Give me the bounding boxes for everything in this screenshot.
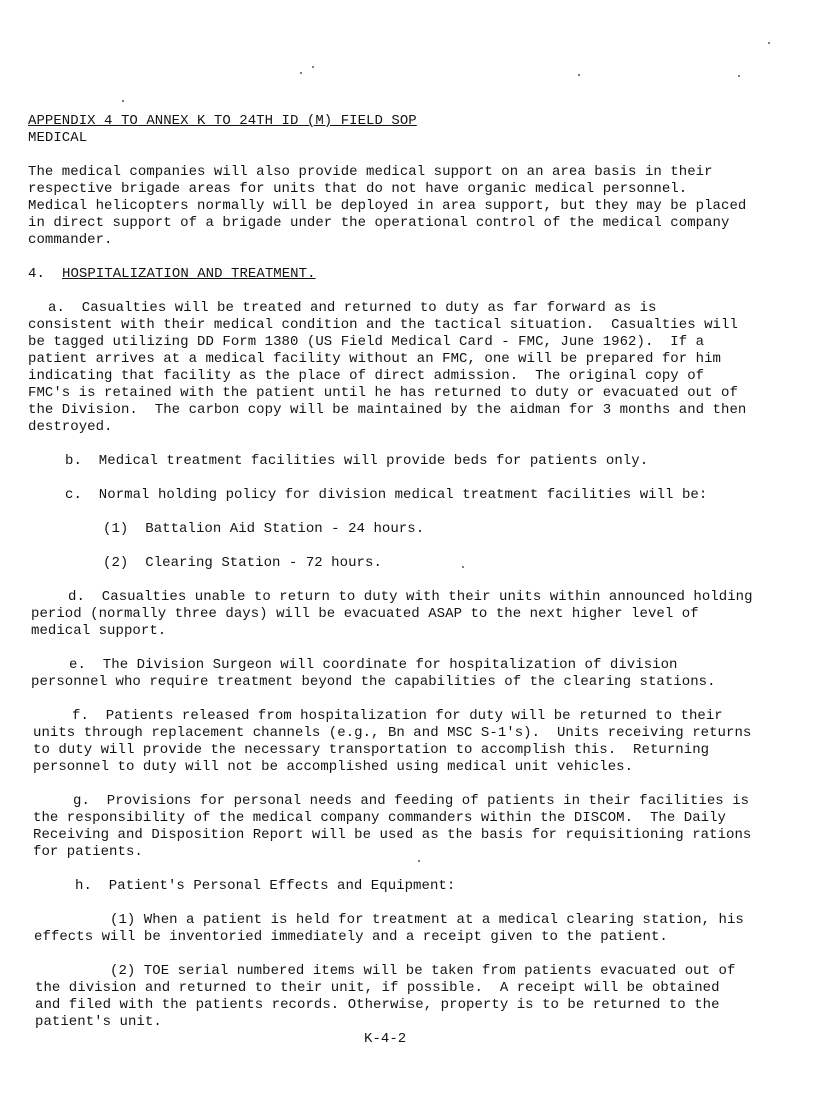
text-line: personnel to duty will not be accomplished using medical unit vehicles. — [33, 759, 634, 775]
section-number: 4. — [28, 266, 45, 282]
text-line: (2) TOE serial numbered items will be taken from patients evacuated out of — [110, 963, 736, 979]
text-line: e. The Division Surgeon will coordinate for hospitalization of division — [69, 657, 678, 673]
text-line: respective brigade areas for units that do not have organic medical personnel. — [28, 181, 688, 197]
text-line: b. Medical treatment facilities will provide beds for patients only. — [65, 453, 649, 469]
text-line: The medical companies will also provide medical support on an area basis in their — [28, 164, 713, 180]
text-line: commander. — [28, 232, 113, 248]
text-line: effects will be inventoried immediately and a receipt given to the patient. — [34, 929, 668, 945]
text-line: the division and returned to their unit, if possible. A receipt will be obtained — [35, 980, 720, 996]
text-line: patient's unit. — [35, 1014, 162, 1030]
text-line: indicating that facility as the place of direct admission. The original copy of — [28, 368, 705, 384]
text-line: a. Casualties will be treated and returned to duty as far forward as is — [48, 300, 657, 316]
text-line: units through replacement channels (e.g., Bn and MSC S-1's). Units receiving returns — [33, 725, 752, 741]
section-heading: HOSPITALIZATION AND TREATMENT. — [62, 266, 316, 282]
text-line: patient arrives at a medical facility without an FMC, one will be prepared for him — [28, 351, 722, 367]
text-line: d. Casualties unable to return to duty with their units within announced holding — [68, 589, 753, 605]
text-line: h. Patient's Personal Effects and Equipment: — [75, 878, 456, 894]
text-line: (2) Clearing Station - 72 hours. — [103, 555, 382, 571]
scan-speck — [768, 42, 770, 44]
text-line: be tagged utilizing DD Form 1380 (US Field Medical Card - FMC, June 1962). If a — [28, 334, 705, 350]
page-number: K-4-2 — [364, 1031, 407, 1047]
text-line: and filed with the patients records. Otherwise, property is to be returned to the — [35, 997, 720, 1013]
text-line: (1) When a patient is held for treatment at a medical clearing station, his — [110, 912, 744, 928]
text-line: Medical helicopters normally will be deployed in area support, but they may be placed — [28, 198, 747, 214]
scan-speck — [738, 75, 740, 77]
text-line: Receiving and Disposition Report will be used as the basis for requisitioning rations — [33, 827, 752, 843]
scan-speck — [300, 72, 302, 74]
scan-speck — [312, 66, 314, 68]
appendix-title: APPENDIX 4 TO ANNEX K TO 24TH ID (M) FIELD SOP — [28, 113, 417, 129]
appendix-subtitle: MEDICAL — [28, 130, 88, 146]
text-line: (1) Battalion Aid Station - 24 hours. — [103, 521, 425, 537]
text-line: g. Provisions for personal needs and feeding of patients in their facilities is — [73, 793, 750, 809]
text-line: FMC's is retained with the patient until he has returned to duty or evacuated out of — [28, 385, 738, 401]
scan-speck — [578, 74, 580, 76]
text-line: to duty will provide the necessary transportation to accomplish this. Returning — [33, 742, 710, 758]
scan-speck — [122, 100, 124, 102]
text-line: for patients. — [33, 844, 143, 860]
text-line: destroyed. — [28, 419, 113, 435]
text-line: f. Patients released from hospitalization for duty will be returned to their — [72, 708, 723, 724]
scan-speck — [418, 860, 420, 862]
text-line: medical support. — [31, 623, 167, 639]
text-line: the Division. The carbon copy will be maintained by the aidman for 3 months and then — [28, 402, 747, 418]
scan-speck — [462, 566, 464, 568]
text-line: c. Normal holding policy for division medical treatment facilities will be: — [65, 487, 708, 503]
text-line: in direct support of a brigade under the operational control of the medical company — [28, 215, 730, 231]
text-line: consistent with their medical condition and the tactical situation. Casualties will — [28, 317, 738, 333]
text-line: the responsibility of the medical company commanders within the DISCOM. The Daily — [33, 810, 727, 826]
text-line: period (normally three days) will be evacuated ASAP to the next higher level of — [31, 606, 699, 622]
text-line: personnel who require treatment beyond the capabilities of the clearing stations. — [31, 674, 716, 690]
